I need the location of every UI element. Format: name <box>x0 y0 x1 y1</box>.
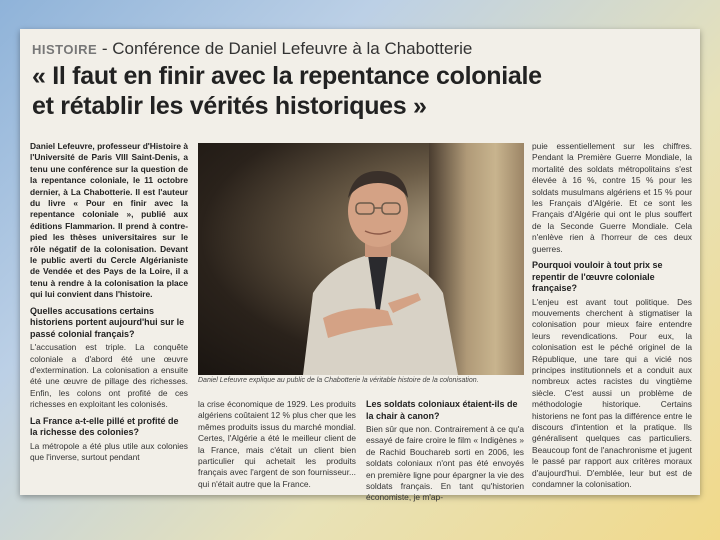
kicker-line <box>32 39 692 59</box>
lead-paragraph: Daniel Lefeuvre, professeur d'Histoire à l'Université de Paris VIII Saint-Denis, a tenu une conférence sur la question de la repentance coloniale, le 11 octobre dernier, à La Chabotterie. Il est l'auteur du livre « Pour en finir avec la repentance coloniale », publié aux éditions Flammarion. Il prend à contre-pied les thèses universitaires sur le rôle négatif de la colonisation. Devant le public averti du Cercle Algérianiste de Vendée et des Pays de la Loire, il a tenu à rendre à la colonisation la place qui lui convient dans l'histoire. <box>30 141 188 300</box>
body-paragraph: la crise économique de 1929. Les produits algériens coûtaient 12 % plus cher que les mêmes produits issus du marché mondial. Certes, l'Algérie a été le meilleur client de la France, mais c'était un client bien particulier qui achetait les produits français avec l'argent de son fournisseur... qui n'était autre que la France. <box>198 399 356 489</box>
question-heading: Les soldats coloniaux étaient-ils de la chair à canon? <box>366 399 518 421</box>
body-paragraph: L'enjeu est avant tout politique. Des mouvements cherchent à stigmatiser la colonisation pour mieux faire entendre leurs revendications. Pour eux, la colonisation est le péché originel de la République, une tare qui a vicié nos principes institutionnels et a conduit aux nombreux actes racistes du vingtième siècle. C'est aussi un problème de méthodologie historique. Certains historiens ne font pas la différence entre le discours d'intention et la pratique. Ils généralisent quelques cas particuliers. Beaucoup font de l'anachronisme et jugent le passé par rapport aux critères moraux d'aujourd'hui. D'emblée, leur but est de condamner la colonisation. <box>532 296 692 490</box>
photo-caption: Daniel Lefeuvre explique au public de la Chabotterie la véritable histoire de la colonisation. <box>198 377 479 384</box>
body-paragraph: La métropole a été plus utile aux colonies que l'inverse, surtout pendant <box>30 440 188 463</box>
body-paragraph: L'accusation est triple. La conquête coloniale a d'abord été une œuvre d'extermination. La colonisation a ensuite été une œuvre de pillage des richesses. Enfin, les colons ont profité de ces richesses en exploitant les colonisés. <box>30 342 188 410</box>
column-4 <box>532 141 692 493</box>
column-3 <box>366 399 524 507</box>
article-photo <box>198 143 524 375</box>
speaker-figure <box>293 143 463 375</box>
newspaper-clipping <box>20 29 700 503</box>
body-paragraph: puie essentiellement sur les chiffres. Pendant la Première Guerre Mondiale, la mortalité des soldats métropolitains s'est élevée à 16 %, contre 15 % pour les soldats musulmans algériens et 15 % pour les Français d'Algérie. Et ce sont les Français d'Algérie qui ont le plus souffert de la Seconde Guerre Mondiale. Cela n'enlève rien à l'horreur de ces deux guerres. <box>532 141 692 254</box>
title-line-2: et rétablir les vérités historiques » <box>32 92 427 120</box>
article-title <box>32 61 692 121</box>
kicker-text: - Conférence de Daniel Lefeuvre à la Chabotterie <box>97 39 473 58</box>
title-line-1: « Il faut en finir avec la repentance coloniale <box>32 62 542 90</box>
question-heading: Quelles accusations certains historiens portent aujourd'hui sur le passé colonial français? <box>30 305 185 339</box>
question-heading: Pourquoi vouloir à tout prix se repentir de l'œuvre coloniale française? <box>532 260 663 294</box>
question-heading: La France a-t-elle pillé et profité de la richesse des colonies? <box>30 415 179 438</box>
section-rubric: HISTOIRE <box>32 42 98 57</box>
column-1 <box>30 141 188 466</box>
column-2 <box>198 399 356 493</box>
body-paragraph: Bien sûr que non. Contrairement à ce qu'a essayé de faire croire le film « Indigènes » de Rachid Bouchareb sorti en 2006, les soldats coloniaux n'ont pas été envoyés en première ligne pour épargner la vie des soldats français. En tant qu'historien économiste, je m'ap- <box>366 424 524 503</box>
